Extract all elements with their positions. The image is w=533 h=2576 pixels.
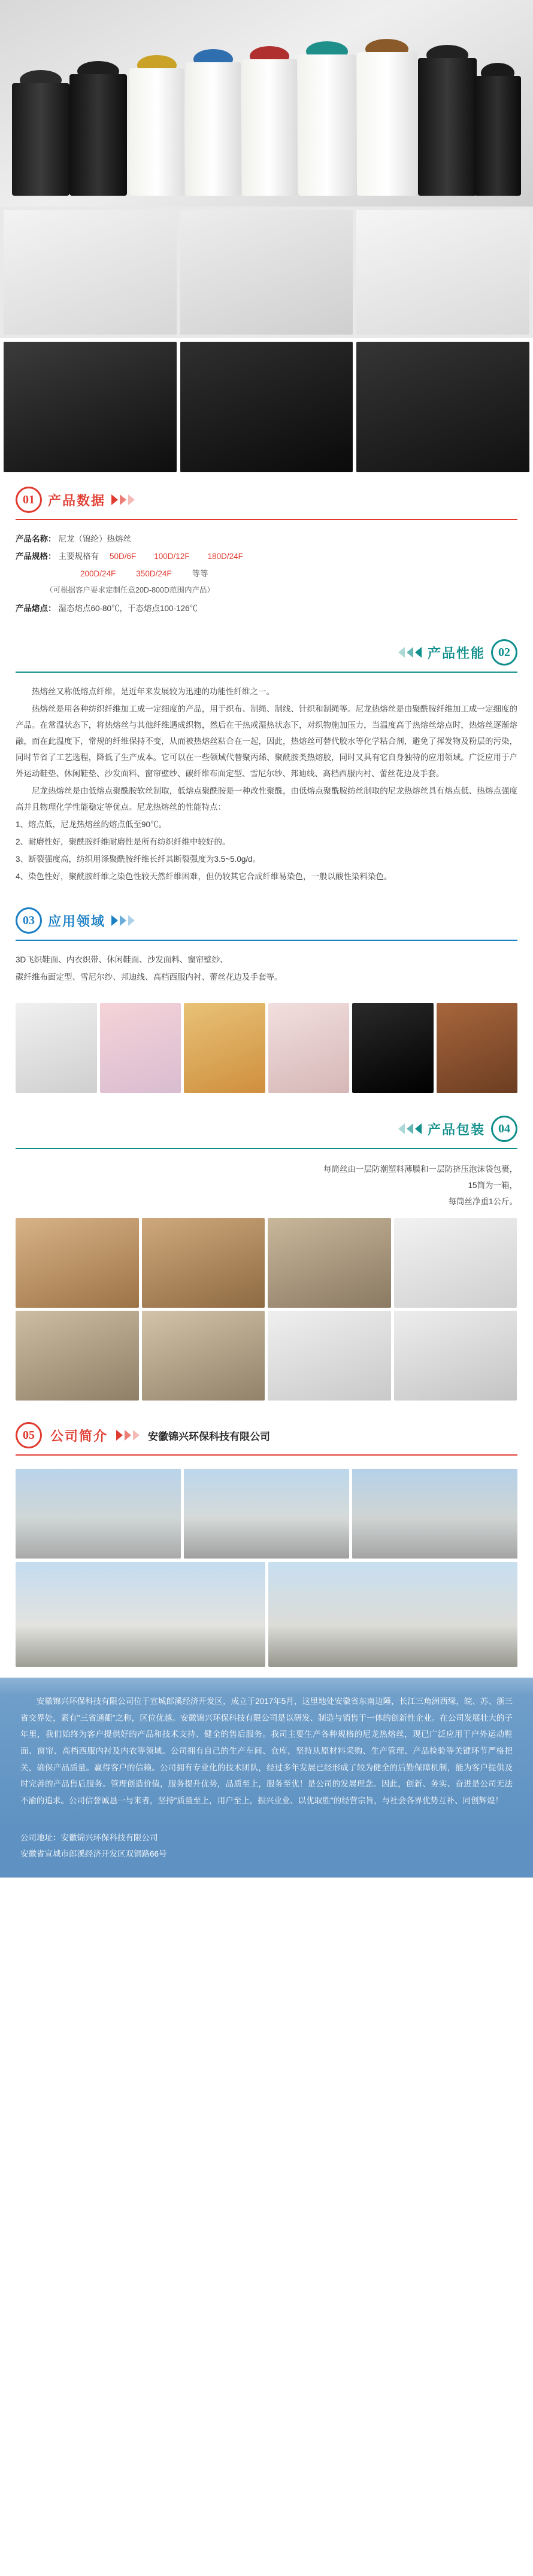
product-spec-label: 产品规格：: [16, 552, 56, 561]
chevron-icon: [116, 1430, 140, 1441]
photo-warehouse-1: [268, 1218, 391, 1308]
yarn-cone-group: [12, 16, 521, 196]
address-value: 安徽锦兴环保科技有限公司: [60, 1833, 158, 1842]
photo-factory-building-1: [16, 1562, 265, 1667]
spec-value-3: 180D/24F: [207, 552, 243, 561]
section-divider: [16, 940, 517, 941]
product-spec-lead: 主要规格有: [58, 552, 99, 561]
company-name: 安徽锦兴环保科技有限公司: [148, 1430, 271, 1442]
yarn-cone: [69, 61, 127, 196]
section-title-performance: 产品性能: [427, 645, 485, 661]
photo-colored-tapes: [184, 1003, 265, 1093]
section-badge-03: 03: [16, 907, 42, 934]
spec-value-1: 50D/6F: [110, 552, 137, 561]
section-divider: [16, 519, 517, 520]
performance-body: [0, 681, 533, 897]
yarn-cone: [12, 70, 69, 196]
section-badge-05: 05: [16, 1422, 42, 1448]
performance-feature-2: 2、耐磨性好，聚酰胺纤维耐磨性是所有纺织纤维中较好的。: [16, 837, 231, 846]
section-title-product-data: 产品数据: [48, 493, 106, 508]
product-name-label: 产品名称：: [16, 534, 56, 543]
performance-feature-1: 1、熔点低，尼龙热熔丝的熔点低至90℃。: [16, 820, 167, 829]
photo-black-cone-3: [356, 342, 529, 472]
photo-carton-stack-1: [16, 1218, 139, 1308]
black-cone-photos: [0, 338, 533, 476]
packaging-body: [0, 1158, 533, 1218]
yarn-cone: [129, 55, 184, 196]
product-data-body: [0, 528, 533, 628]
yarn-cone: [298, 41, 356, 196]
product-name-value: 尼龙（锦纶）热熔丝: [58, 534, 131, 543]
section-badge-02: 02: [491, 639, 517, 666]
photo-warehouse-2: [16, 1311, 139, 1401]
spec-value-6: 等等: [192, 569, 208, 578]
section-title-company: 公司简介: [50, 1428, 108, 1444]
section-badge-01: 01: [16, 487, 42, 513]
company-address-bar: [0, 1827, 533, 1878]
chevron-icon: [111, 915, 135, 926]
photo-white-cone-3: [356, 210, 529, 335]
chevron-icon: [398, 647, 422, 658]
packaging-photos: [0, 1218, 533, 1411]
company-intro-panel: [0, 1678, 533, 1827]
packaging-line-2: 15筒为一箱，: [468, 1181, 517, 1190]
photo-factory-exterior-1: [16, 1469, 181, 1559]
photo-wrapped-cones-2: [268, 1311, 391, 1401]
section-divider: [16, 672, 517, 673]
performance-p1: 热熔丝又称低熔点纤维，是近年来发展较为迅速的功能性纤维之一。: [32, 687, 274, 696]
spec-value-5: 350D/24F: [136, 569, 172, 578]
photo-carton-stack-2: [142, 1218, 265, 1308]
chevron-icon: [111, 494, 135, 505]
photo-factory-building-2: [268, 1562, 518, 1667]
yarn-cone: [418, 45, 477, 196]
section-badge-04: 04: [491, 1116, 517, 1142]
spec-value-2: 100D/12F: [154, 552, 190, 561]
section-divider: [16, 1148, 517, 1149]
section-header-company: [0, 1411, 533, 1454]
spec-value-4: 200D/24F: [80, 569, 116, 578]
yarn-cone: [357, 39, 417, 196]
photo-flyknit-shoe: [16, 1003, 97, 1093]
photo-underwear: [268, 1003, 350, 1093]
photo-black-cone-1: [4, 342, 177, 472]
melting-point-label: 产品熔点：: [16, 604, 56, 613]
melting-point-value: 湿态熔点60-80℃，干态熔点100-126℃: [58, 604, 198, 613]
section-header-product-data: [0, 476, 533, 519]
photo-white-cone-1: [4, 210, 177, 335]
section-divider: [16, 1454, 517, 1456]
spec-note: （可根据客户要求定制任意20D-800D范围内产品）: [46, 586, 214, 594]
section-title-packaging: 产品包装: [427, 1122, 485, 1137]
photo-factory-exterior-2: [184, 1469, 349, 1559]
yarn-cone: [474, 63, 521, 196]
yarn-cone: [242, 46, 297, 196]
section-title-applications: 应用领域: [48, 913, 106, 929]
performance-p2: 热熔丝是用各种纺织纤维加工成一定细度的产品，用于织布、制绳、制线、针织和制绳等。尼龙热熔丝是由聚酰胺纤维加工成一定细度的产品。在常温状态下，将热熔丝与其他纤维遇成织物，然后在干热或湿热状态下，对织物施加压力，当温度高于热熔丝熔点时，热熔丝逐渐熔融，而在此温度下，常规的纤维保持不变，从而被热熔丝粘合在一起，因此，热熔丝可替代胶水等化学粘合剂，避免了挥发物及粉层的污染，同时节省了工艺选程，降低了生产成本。它可以在一些领域代替聚丙烯、聚酰胺类热熔胶，同时又具有它自身独特的应用领域。广泛应用于户外运动鞋垫、休闲鞋垫、沙发面料、窗帘壁纱、碳纤维布面定型、雪尼尔纱、邦迪线、高档西服内衬、蕾丝花边及手套。: [16, 704, 517, 778]
company-photos-row-2: [0, 1562, 533, 1678]
application-photos: [0, 997, 533, 1105]
photo-black-cone-2: [180, 342, 353, 472]
address-detail: 安徽省宣城市郎溪经济开发区双铜路66号: [20, 1849, 167, 1858]
applications-line-2: 碳纤维布面定型、雪尼尔纱、邦迪线、高档西服内衬、蕾丝花边及手套等。: [16, 973, 283, 982]
yarn-cone: [186, 49, 241, 196]
address-label: 公司地址：: [20, 1833, 61, 1842]
company-intro-text: 安徽锦兴环保科技有限公司位于宣城郎溪经济开发区，成立于2017年5月，这里地处安徽省东南边陲，长江三角洲西缘，皖、苏、浙三省交界处，素有"三省通衢"之称，区位优越。安徽锦兴环保科技有限公司是以研发、制造与销售于一体的创新性企业。在公司发展壮大的子年里，我们始终为客户提供好的产品和技术支持、健全的售后服务。我司主要生产各种规格的尼龙热熔丝，现已广泛应用于户外运动鞋面、窗帘、高档西服内衬及内衣等领域。公司拥有自己的生产车间、仓库，坚持从原材料采购、生产管理、产品检验等关键环节严格把关，确保产品质量。赢得客户的信赖。公司拥有专业化的技术团队，经过多年发展已经形成了较为健全的后勤保障机制，能为客户提供及时完善的产品售后服务。管理创造价值，服务提升优势，品质至上，服务至优！是公司的发展理念。因此，创新、务实、奋进是公司无法不渝的追求。公司信誉诚恳一与来者，坚持"质量至上，用户至上，振兴业业、以优取胜"的经营宗旨，与社会各界优势互补、同创辉煌！: [20, 1697, 513, 1806]
section-header-applications: [0, 897, 533, 940]
photo-lace-fabric: [352, 1003, 434, 1093]
white-cone-photos: [0, 206, 533, 338]
section-header-performance: [0, 628, 533, 672]
company-photos-row-1: [0, 1464, 533, 1562]
performance-feature-3: 3、断裂强度高，纺织用涤聚酰胺纤维长纤其断裂强度为3.5~5.0g/d。: [16, 855, 261, 864]
photo-wrapped-cones-1: [394, 1218, 517, 1308]
packaging-line-3: 每筒丝净重1公斤。: [448, 1197, 517, 1206]
packaging-line-1: 每筒丝由一层防潮塑料薄膜和一层防挤压泡沫袋包裹，: [323, 1165, 517, 1174]
photo-warehouse-3: [142, 1311, 265, 1401]
photo-elastic-bands: [100, 1003, 181, 1093]
photo-white-cone-2: [180, 210, 353, 335]
photo-wrapped-cones-3: [394, 1311, 517, 1401]
applications-line-1: 3D飞织鞋面、内衣织带、休闲鞋面、沙发面料、窗帘壁纱、: [16, 955, 228, 964]
performance-p3: 尼龙热熔丝是由低熔点聚酰胺软丝制取，低熔点聚酰胺是一种改性聚酰，由低熔点聚酰胺纺丝制取的尼龙热熔丝具有熔点低、热熔点强度高并且物理化学性能稳定等优点。尼龙热熔丝的性能特点：: [16, 786, 517, 812]
photo-car-seat: [437, 1003, 518, 1093]
hero-product-photo: [0, 0, 533, 206]
performance-feature-4: 4、染色性好，聚酰胺纤维之染色性较天然纤维困难，但仍较其它合成纤维易染色，一般以酸性染料染色。: [16, 872, 392, 881]
chevron-icon: [398, 1123, 422, 1134]
section-header-packaging: [0, 1105, 533, 1148]
applications-body: [0, 949, 533, 997]
photo-factory-exterior-3: [352, 1469, 517, 1559]
